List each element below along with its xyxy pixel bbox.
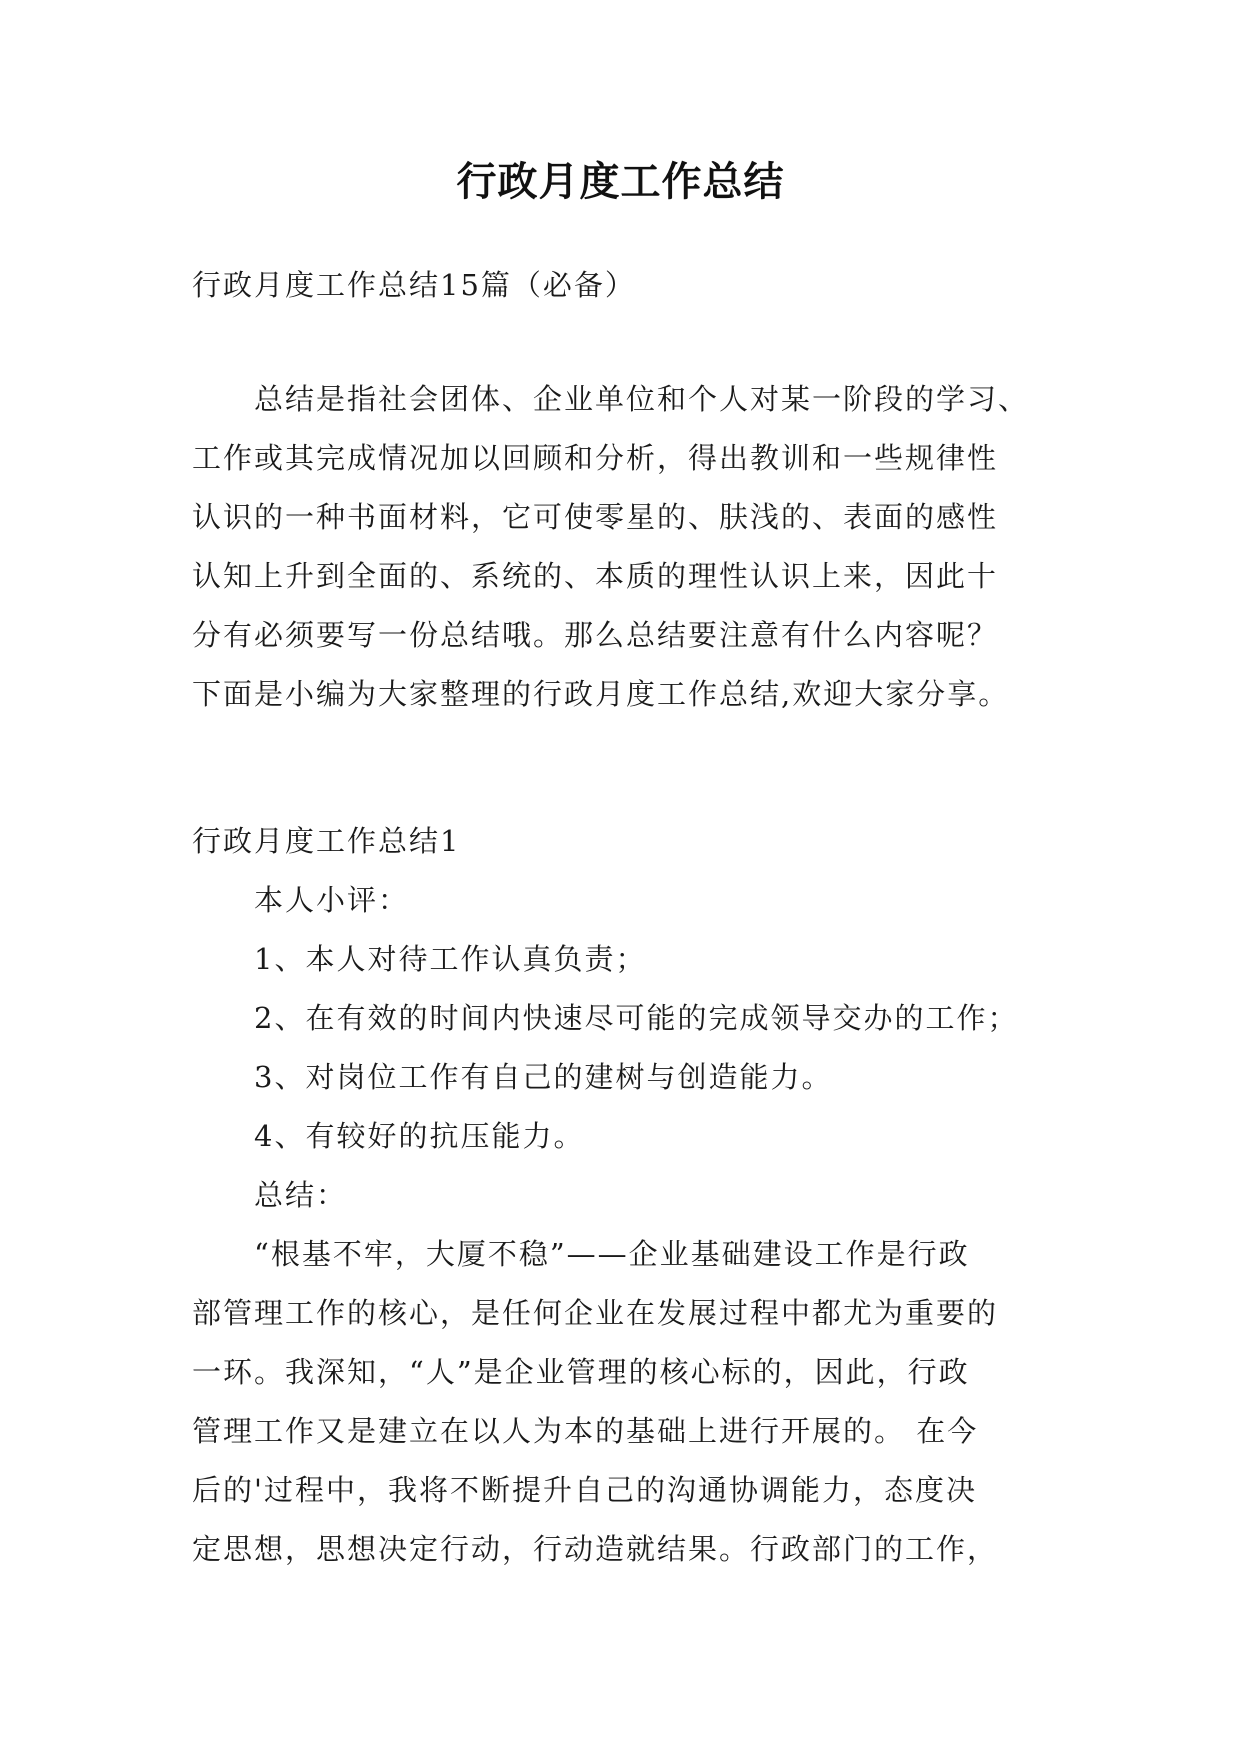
intro-line: 认知上升到全面的、系统的、本质的理性认识上来，因此十 xyxy=(192,559,999,593)
list-item: 2、在有效的时间内快速尽可能的完成领导交办的工作； xyxy=(254,1001,1019,1035)
document-subtitle: 行政月度工作总结15篇（必备） xyxy=(192,268,636,302)
list-item: 4、有较好的抗压能力。 xyxy=(254,1119,585,1153)
intro-paragraph xyxy=(192,370,1054,724)
body-line: 管理工作又是建立在以人为本的基础上进行开展的。 在今 xyxy=(192,1414,979,1448)
intro-line: 认识的一种书面材料，它可使零星的、肤浅的、表面的感性 xyxy=(192,500,999,534)
body-line: “根基不牢，大厦不稳”——企业基础建设工作是行政 xyxy=(254,1237,970,1271)
summary-label: 总结： xyxy=(254,1178,348,1212)
body-line: 一环。我深知，“人”是企业管理的核心标的，因此，行政 xyxy=(192,1355,970,1389)
intro-line: 总结是指社会团体、企业单位和个人对某一阶段的学习、 xyxy=(254,382,1030,416)
self-review-label: 本人小评： xyxy=(254,883,410,917)
document-title: 行政月度工作总结 xyxy=(456,158,785,205)
section-heading: 行政月度工作总结1 xyxy=(192,824,461,858)
intro-line: 下面是小编为大家整理的行政月度工作总结,欢迎大家分享。 xyxy=(192,677,1010,711)
body-line: 部管理工作的核心，是任何企业在发展过程中都尤为重要的 xyxy=(192,1296,999,1330)
body-line: 定思想，思想决定行动，行动造就结果。行政部门的工作， xyxy=(192,1532,999,1566)
intro-line: 工作或其完成情况加以回顾和分析，得出教训和一些规律性 xyxy=(192,441,999,475)
intro-line: 分有必须要写一份总结哦。那么总结要注意有什么内容呢？ xyxy=(192,618,999,652)
body-line: 后的'过程中，我将不断提升自己的沟通协调能力，态度决 xyxy=(192,1473,977,1507)
section-1 xyxy=(192,812,1062,1579)
list-item: 1、本人对待工作认真负责； xyxy=(254,942,647,976)
list-item: 3、对岗位工作有自己的建树与创造能力。 xyxy=(254,1060,833,1094)
